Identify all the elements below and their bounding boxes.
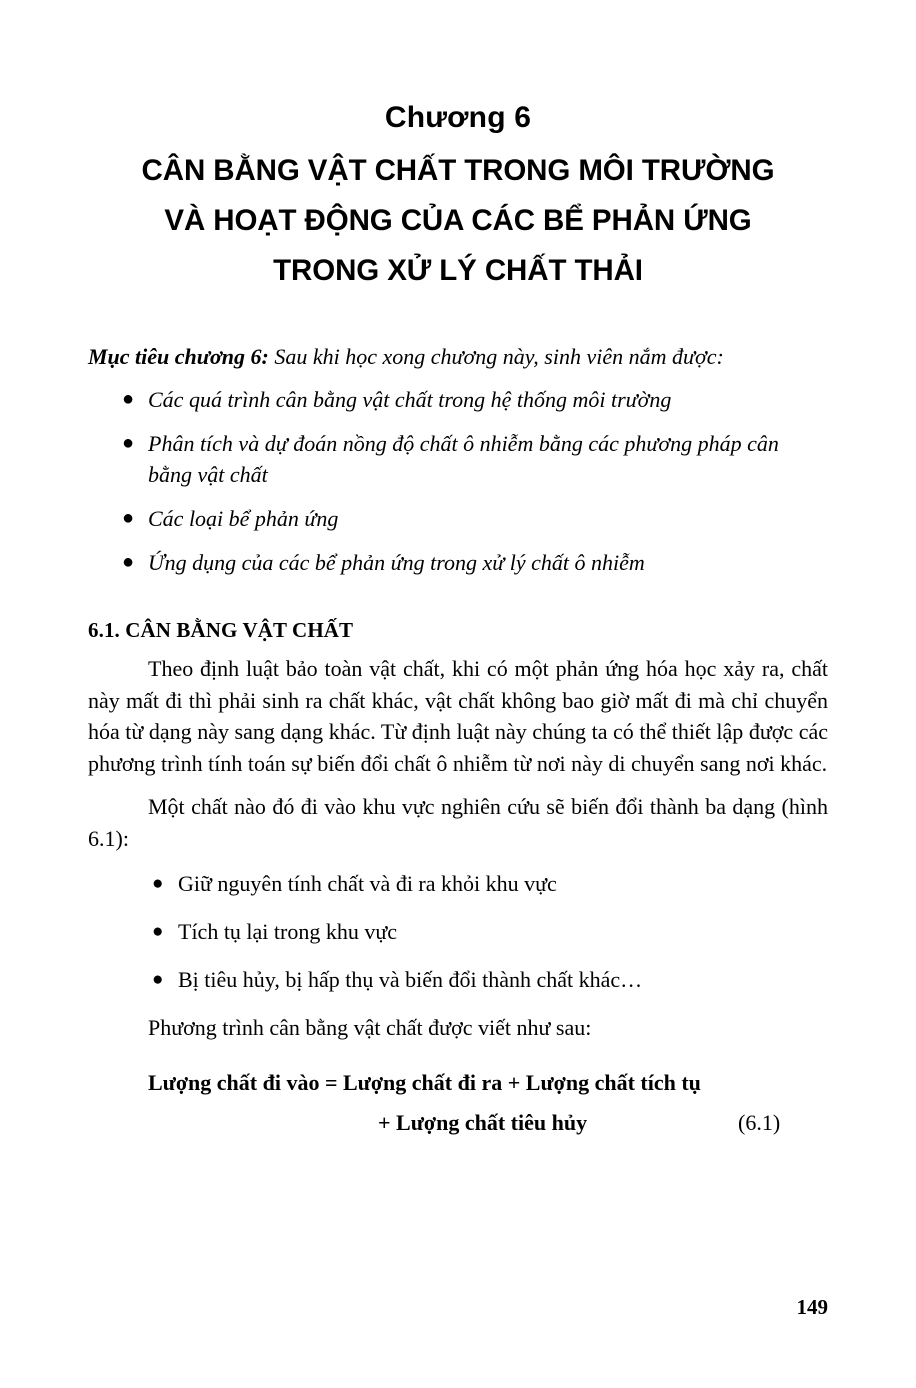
- bullet-icon: ●: [122, 551, 135, 573]
- equation-number: (6.1): [738, 1110, 781, 1135]
- objective-text: Các quá trình cân bằng vật chất trong hệ thống môi trường: [148, 387, 672, 412]
- list-item: [88, 428, 828, 490]
- bullet-icon: ●: [122, 432, 135, 454]
- objective-text: Phân tích và dự đoán nồng độ chất ô nhiễm bằng các phương pháp cân bằng vật chất: [148, 431, 779, 487]
- bullet-icon: ●: [152, 921, 164, 942]
- list-item: [88, 384, 828, 415]
- page-number: 149: [796, 1295, 828, 1319]
- material-balance-equation: [88, 1065, 828, 1141]
- equation-line-2-row: [88, 1105, 828, 1141]
- equation-lead-in: Phương trình cân bằng vật chất được viết như sau:: [148, 1015, 592, 1040]
- title-line-3: TRONG XỬ LÝ CHẤT THẢI: [273, 254, 643, 287]
- title-line-1: CÂN BẰNG VẬT CHẤT TRONG MÔI TRƯỜNG: [141, 154, 775, 187]
- process-text: Giữ nguyên tính chất và đi ra khỏi khu vực: [178, 871, 557, 896]
- objectives-intro: [88, 342, 828, 372]
- objective-text: Các loại bể phản ứng: [148, 506, 339, 531]
- list-item: [88, 868, 828, 899]
- bullet-icon: ●: [152, 969, 164, 990]
- title-block: [88, 0, 828, 296]
- bullet-icon: ●: [152, 873, 164, 894]
- page-content: [88, 0, 828, 1141]
- body-paragraph: Theo định luật bảo toàn vật chất, khi có một phản ứng hóa học xảy ra, chất này mất đi thì phải sinh ra chất khác, vật chất không bao giờ mất đi mà chỉ chuyển hóa từ dạng này sang dạng khác. Từ định luật này chúng ta có thể thiết lập được các phương trình tính toán sự biến đổi chất ô nhiễm từ nơi này di chuyển sang nơi khác.: [88, 656, 828, 776]
- process-text: Tích tụ lại trong khu vực: [178, 919, 398, 944]
- section-heading: 6.1. CÂN BẰNG VẬT CHẤT: [88, 618, 354, 642]
- body-paragraph: Một chất nào đó đi vào khu vực nghiên cứu sẽ biến đổi thành ba dạng (hình 6.1):: [88, 794, 828, 851]
- list-item: [88, 503, 828, 534]
- process-list: [88, 868, 828, 995]
- process-text: Bị tiêu hủy, bị hấp thụ và biến đổi thành chất khác…: [178, 967, 643, 992]
- objective-text: Ứng dụng của các bể phản ứng trong xử lý chất ô nhiễm: [148, 550, 645, 575]
- page-title: [88, 146, 828, 296]
- objectives-section: [88, 342, 828, 578]
- bullet-icon: ●: [122, 388, 135, 410]
- list-item: [88, 964, 828, 995]
- list-item: [88, 547, 828, 578]
- bullet-icon: ●: [122, 507, 135, 529]
- equation-line-2: + Lượng chất tiêu hủy: [378, 1110, 588, 1135]
- objectives-lead-text: Sau khi học xong chương này, sinh viên nắm được:: [268, 344, 724, 369]
- list-item: [88, 916, 828, 947]
- objectives-list: [88, 384, 828, 578]
- title-line-2: VÀ HOẠT ĐỘNG CỦA CÁC BỂ PHẢN ỨNG: [164, 204, 752, 237]
- chapter-label: Chương 6: [384, 101, 532, 134]
- objectives-lead-label: Mục tiêu chương 6:: [88, 344, 269, 369]
- equation-line-1: Lượng chất đi vào = Lượng chất đi ra + Lượng chất tích tụ: [148, 1070, 701, 1095]
